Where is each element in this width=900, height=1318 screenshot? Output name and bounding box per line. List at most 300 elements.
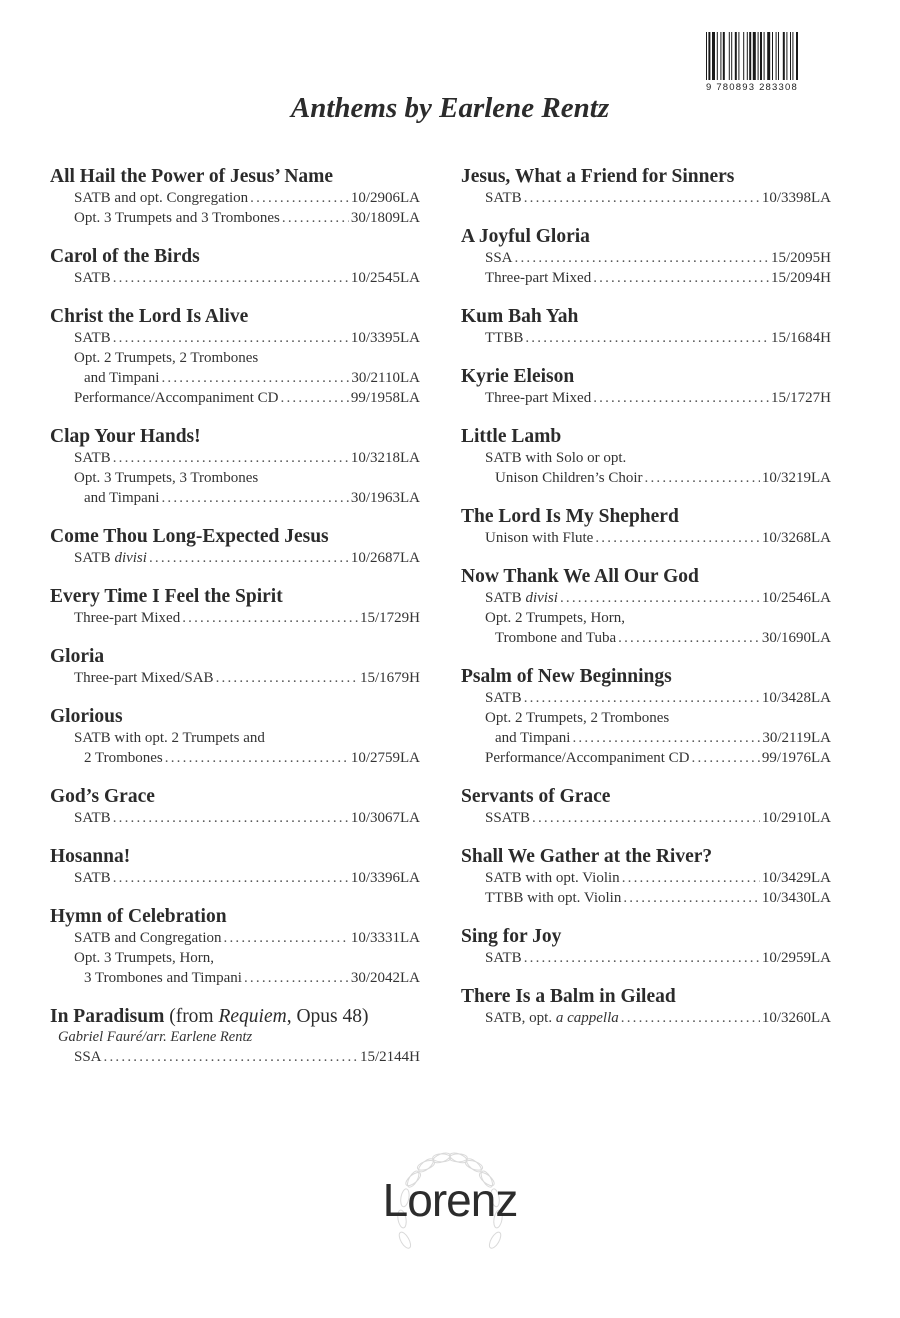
arranger-credit: Gabriel Fauré/arr. Earlene Rentz bbox=[58, 1029, 253, 1045]
voicing-text: SATB and Congregation bbox=[74, 930, 222, 946]
anthem-item bbox=[50, 846, 420, 888]
voicing-entry bbox=[50, 808, 420, 828]
entry-line bbox=[485, 868, 831, 888]
product-code: 10/2687LA bbox=[350, 550, 420, 566]
leader-dots bbox=[524, 688, 760, 708]
entry-line bbox=[74, 548, 420, 568]
entry-line bbox=[485, 888, 831, 908]
voicing-label bbox=[485, 868, 620, 888]
product-code: 10/3268LA bbox=[761, 530, 831, 546]
barcode-bar bbox=[743, 32, 744, 80]
anthem-title-text: Hymn of Celebration bbox=[50, 906, 227, 927]
product-code: 15/2095H bbox=[771, 250, 831, 266]
voicing-label bbox=[485, 268, 591, 288]
anthem-title bbox=[50, 586, 420, 608]
voicing-entry bbox=[461, 808, 831, 828]
anthem-title bbox=[461, 426, 831, 448]
voicing-text: SSATB bbox=[485, 810, 531, 826]
leader-dots bbox=[572, 728, 760, 748]
leader-dots bbox=[113, 868, 349, 888]
voicing-entry bbox=[461, 868, 831, 888]
leader-dots bbox=[104, 1047, 358, 1067]
anthem-title bbox=[50, 906, 420, 928]
entry-line bbox=[74, 748, 420, 768]
barcode-bar bbox=[735, 32, 737, 80]
product-code: 10/2959LA bbox=[761, 950, 831, 966]
entry-line bbox=[485, 1008, 831, 1028]
voicing-label bbox=[74, 188, 248, 208]
voicing-text: 3 Trombones and Timpani bbox=[84, 970, 242, 986]
anthem-title bbox=[461, 786, 831, 808]
voicing-label bbox=[74, 808, 111, 828]
product-code: 10/2759LA bbox=[350, 750, 420, 766]
voicing-entry bbox=[50, 268, 420, 288]
voicing-text: SATB bbox=[485, 690, 522, 706]
entry-line bbox=[74, 928, 420, 948]
voicing-label bbox=[485, 628, 616, 648]
anthem-title bbox=[50, 426, 420, 448]
anthem-item bbox=[461, 166, 831, 208]
voicing-entry bbox=[461, 688, 831, 708]
anthem-title-text: Servants of Grace bbox=[461, 786, 611, 807]
entry-line bbox=[74, 728, 420, 748]
barcode-bar bbox=[796, 32, 798, 80]
voicing-entry bbox=[461, 388, 831, 408]
barcode-bar bbox=[731, 32, 732, 80]
entry-line bbox=[74, 448, 420, 468]
barcode-bar bbox=[723, 32, 725, 80]
voicing-text: SATB bbox=[485, 190, 522, 206]
barcode-number: 9 780893 283308 bbox=[706, 82, 798, 93]
voicing-text: TTBB bbox=[485, 330, 524, 346]
voicing-label bbox=[74, 968, 242, 988]
anthem-title bbox=[461, 986, 831, 1008]
product-code: 10/2910LA bbox=[761, 810, 831, 826]
anthem-title-text: Clap Your Hands! bbox=[50, 426, 201, 447]
voicing-text: SATB bbox=[485, 950, 522, 966]
voicing-entry bbox=[50, 328, 420, 348]
voicing-text: SSA bbox=[485, 250, 513, 266]
voicing-entry bbox=[461, 588, 831, 608]
voicing-entry bbox=[461, 448, 831, 488]
barcode-bar bbox=[749, 32, 751, 80]
barcode-bar bbox=[758, 32, 759, 80]
product-code: 10/3260LA bbox=[761, 1010, 831, 1026]
voicing-entry bbox=[50, 188, 420, 208]
voicing-text: SATB bbox=[74, 330, 111, 346]
entry-line bbox=[485, 248, 831, 268]
voicing-text: Opt. 2 Trumpets, 2 Trombones bbox=[74, 350, 259, 366]
anthem-item bbox=[50, 426, 420, 508]
voicing-text: and Timpani bbox=[495, 730, 571, 746]
voicing-label bbox=[485, 808, 530, 828]
voicing-label bbox=[74, 928, 222, 948]
laurel-leaf bbox=[449, 1154, 467, 1162]
voicing-label bbox=[485, 468, 643, 488]
anthem-item bbox=[461, 506, 831, 548]
voicing-text: Opt. 3 Trumpets and 3 Trombones bbox=[74, 210, 280, 226]
voicing-text: SATB and opt. Congregation bbox=[74, 190, 249, 206]
entry-line bbox=[74, 208, 420, 228]
anthem-title bbox=[50, 1006, 420, 1028]
anthem-list-right bbox=[461, 166, 831, 1046]
product-code: 10/3396LA bbox=[350, 870, 420, 886]
title-note-before: (from bbox=[169, 1006, 219, 1027]
voicing-text: SATB with opt. Violin bbox=[485, 870, 620, 886]
leader-dots bbox=[524, 948, 760, 968]
voicing-text: and Timpani bbox=[84, 370, 160, 386]
anthem-item bbox=[50, 906, 420, 988]
voicing-entry bbox=[50, 548, 420, 568]
barcode-bars bbox=[706, 32, 832, 80]
anthem-item bbox=[461, 306, 831, 348]
anthem-title bbox=[461, 846, 831, 868]
leader-dots bbox=[113, 808, 349, 828]
leader-dots bbox=[621, 1008, 760, 1028]
voicing-text: and Timpani bbox=[84, 490, 160, 506]
product-code: 10/3219LA bbox=[761, 470, 831, 486]
barcode-bar bbox=[764, 32, 765, 80]
voicing-text: Opt. 3 Trumpets, 3 Trombones bbox=[74, 470, 259, 486]
product-code: 15/1727H bbox=[771, 390, 831, 406]
entry-line bbox=[74, 368, 420, 388]
barcode-bar bbox=[717, 32, 718, 80]
voicing-entry bbox=[50, 868, 420, 888]
page-title: Anthems by Earlene Rentz bbox=[290, 92, 610, 124]
voicing-label bbox=[485, 248, 513, 268]
entry-line bbox=[74, 348, 420, 368]
entry-line bbox=[74, 488, 420, 508]
anthem-title bbox=[461, 566, 831, 588]
anthem-title-text: Shall We Gather at the River? bbox=[461, 846, 713, 867]
anthem-title bbox=[50, 706, 420, 728]
voicing-label bbox=[74, 328, 111, 348]
leader-dots bbox=[281, 388, 349, 408]
logo-text: Lorenz bbox=[382, 1174, 518, 1226]
anthem-item bbox=[461, 666, 831, 768]
entry-line bbox=[485, 328, 831, 348]
leader-dots bbox=[593, 388, 769, 408]
anthem-title-text: Carol of the Birds bbox=[50, 246, 200, 267]
product-code: 15/1729H bbox=[360, 610, 420, 626]
voicing-label bbox=[74, 728, 265, 748]
barcode-bar bbox=[783, 32, 785, 80]
anthem-title-text: Kum Bah Yah bbox=[461, 306, 579, 327]
anthem-title bbox=[50, 526, 420, 548]
leader-dots bbox=[149, 548, 349, 568]
voicing-entry bbox=[50, 928, 420, 948]
voicing-entry bbox=[50, 608, 420, 628]
voicing-text: TTBB with opt. Violin bbox=[485, 890, 622, 906]
voicing-entry bbox=[461, 248, 831, 268]
anthem-title-text: The Lord Is My Shepherd bbox=[461, 506, 679, 527]
anthem-title bbox=[50, 306, 420, 328]
voicing-label bbox=[74, 868, 111, 888]
product-code: 10/3428LA bbox=[761, 690, 831, 706]
voicing-entry bbox=[50, 448, 420, 468]
product-code: 10/3331LA bbox=[350, 930, 420, 946]
anthem-item bbox=[50, 246, 420, 288]
voicing-entry bbox=[50, 1047, 420, 1067]
publisher-logo bbox=[360, 1135, 540, 1295]
barcode-bar bbox=[712, 32, 715, 80]
voicing-label bbox=[74, 1047, 102, 1067]
anthem-item bbox=[50, 1006, 420, 1067]
voicing-entry bbox=[461, 608, 831, 648]
anthem-title bbox=[50, 786, 420, 808]
leader-dots bbox=[244, 968, 349, 988]
voicing-entry bbox=[461, 328, 831, 348]
anthem-title bbox=[50, 166, 420, 188]
voicing-entry bbox=[50, 348, 420, 388]
voicing-label bbox=[485, 748, 690, 768]
voicing-entry bbox=[50, 728, 420, 768]
voicing-label bbox=[485, 528, 593, 548]
product-code: 10/3395LA bbox=[350, 330, 420, 346]
barcode-bar bbox=[729, 32, 730, 80]
voicing-text: SATB bbox=[485, 590, 522, 606]
voicing-label bbox=[485, 948, 522, 968]
anthem-title bbox=[461, 506, 831, 528]
voicing-text: Opt. 3 Trumpets, Horn, bbox=[74, 950, 215, 966]
voicing-label bbox=[74, 948, 214, 968]
barcode-bar bbox=[760, 32, 762, 80]
barcode-bar bbox=[776, 32, 777, 80]
voicing-label bbox=[485, 448, 626, 468]
entry-line bbox=[485, 808, 831, 828]
voicing-label bbox=[485, 188, 522, 208]
voicing-entry bbox=[461, 748, 831, 768]
voicing-entry bbox=[50, 668, 420, 688]
entry-line bbox=[485, 708, 831, 728]
voicing-entry bbox=[461, 528, 831, 548]
voicing-text: SATB with opt. 2 Trumpets and bbox=[74, 730, 265, 746]
anthem-item bbox=[50, 646, 420, 688]
leader-dots bbox=[593, 268, 769, 288]
voicing-text: SSA bbox=[74, 1049, 102, 1065]
voicing-label bbox=[74, 348, 258, 368]
entry-line bbox=[74, 328, 420, 348]
product-code: 30/2110LA bbox=[351, 370, 420, 386]
barcode-bar bbox=[753, 32, 756, 80]
anthem-title-text: In Paradisum bbox=[50, 1006, 165, 1027]
voicing-italic: divisi bbox=[114, 550, 147, 566]
entry-line bbox=[485, 268, 831, 288]
leader-dots bbox=[524, 188, 760, 208]
leader-dots bbox=[515, 248, 769, 268]
barcode-bar bbox=[778, 32, 779, 80]
voicing-label bbox=[74, 208, 280, 228]
anthem-item bbox=[461, 786, 831, 828]
voicing-text: Opt. 2 Trumpets, 2 Trombones bbox=[485, 710, 670, 726]
product-code: 99/1958LA bbox=[350, 390, 420, 406]
product-code: 10/3429LA bbox=[761, 870, 831, 886]
anthem-item bbox=[461, 926, 831, 968]
leader-dots bbox=[165, 748, 349, 768]
anthem-item bbox=[50, 306, 420, 408]
voicing-text: SATB, opt. bbox=[485, 1010, 553, 1026]
leader-dots bbox=[113, 268, 349, 288]
voicing-label bbox=[485, 588, 558, 608]
voicing-entry bbox=[50, 208, 420, 228]
anthem-title-text: Hosanna! bbox=[50, 846, 131, 867]
leader-dots bbox=[216, 668, 358, 688]
anthem-title bbox=[50, 646, 420, 668]
product-code: 10/3067LA bbox=[350, 810, 420, 826]
leader-dots bbox=[622, 868, 760, 888]
voicing-label bbox=[485, 728, 570, 748]
anthem-title-text: Psalm of New Beginnings bbox=[461, 666, 672, 687]
leader-dots bbox=[224, 928, 349, 948]
voicing-text: SATB bbox=[74, 270, 111, 286]
voicing-label bbox=[74, 388, 279, 408]
anthem-item bbox=[50, 706, 420, 768]
anthem-title bbox=[461, 926, 831, 948]
entry-line bbox=[74, 948, 420, 968]
voicing-label bbox=[74, 608, 180, 628]
anthem-title-text: Come Thou Long-Expected Jesus bbox=[50, 526, 329, 547]
anthem-item bbox=[461, 226, 831, 288]
barcode-bar bbox=[706, 32, 707, 80]
voicing-label bbox=[485, 328, 523, 348]
anthem-title bbox=[461, 166, 831, 188]
leader-dots bbox=[532, 808, 760, 828]
product-code: 30/1809LA bbox=[350, 210, 420, 226]
voicing-entry bbox=[50, 388, 420, 408]
voicing-text: Trombone and Tuba bbox=[495, 630, 617, 646]
anthem-item bbox=[50, 526, 420, 568]
product-code: 15/1679H bbox=[360, 670, 420, 686]
anthem-title bbox=[461, 306, 831, 328]
leader-dots bbox=[595, 528, 759, 548]
voicing-italic: a cappella bbox=[555, 1010, 619, 1026]
voicing-label bbox=[74, 368, 159, 388]
barcode-bar bbox=[767, 32, 770, 80]
voicing-entry bbox=[461, 1008, 831, 1028]
anthem-list-left bbox=[50, 166, 420, 1085]
laurel-leaf bbox=[432, 1151, 452, 1165]
barcode-bar bbox=[792, 32, 793, 80]
anthem-title bbox=[50, 846, 420, 868]
entry-line bbox=[74, 1047, 420, 1067]
leader-dots bbox=[645, 468, 760, 488]
voicing-text: Unison Children’s Choir bbox=[495, 470, 643, 486]
voicing-label bbox=[74, 748, 163, 768]
voicing-label bbox=[485, 608, 625, 628]
voicing-label bbox=[485, 888, 621, 908]
anthem-title bbox=[461, 366, 831, 388]
anthem-title-text: God’s Grace bbox=[50, 786, 155, 807]
voicing-text: Three-part Mixed/SAB bbox=[74, 670, 214, 686]
barcode-bar bbox=[708, 32, 710, 80]
entry-line bbox=[74, 388, 420, 408]
voicing-entry bbox=[461, 268, 831, 288]
laurel-leaf bbox=[417, 1156, 436, 1174]
voicing-text: SATB bbox=[74, 870, 111, 886]
voicing-label bbox=[74, 448, 111, 468]
voicing-label bbox=[74, 668, 214, 688]
voicing-text: Performance/Accompaniment CD bbox=[74, 390, 279, 406]
voicing-label bbox=[74, 468, 258, 488]
anthem-title-text: Glorious bbox=[50, 706, 123, 727]
entry-line bbox=[74, 268, 420, 288]
product-code: 15/2144H bbox=[360, 1049, 420, 1065]
leader-dots bbox=[560, 588, 760, 608]
anthem-item bbox=[461, 986, 831, 1028]
anthem-item bbox=[461, 566, 831, 648]
anthem-title-text: Every Time I Feel the Spirit bbox=[50, 586, 283, 607]
anthem-title-text: There Is a Balm in Gilead bbox=[461, 986, 676, 1007]
entry-line bbox=[485, 948, 831, 968]
leader-dots bbox=[623, 888, 759, 908]
entry-line bbox=[74, 608, 420, 628]
anthem-title-text: Kyrie Eleison bbox=[461, 366, 575, 387]
anthem-item bbox=[461, 366, 831, 408]
voicing-text: SATB bbox=[74, 450, 111, 466]
leader-dots bbox=[618, 628, 760, 648]
leader-dots bbox=[182, 608, 358, 628]
laurel-leaf bbox=[487, 1230, 503, 1250]
barcode bbox=[706, 32, 836, 94]
voicing-text: SATB bbox=[74, 550, 111, 566]
leader-dots bbox=[161, 488, 348, 508]
barcode-bar bbox=[738, 32, 739, 80]
anthem-title-text: Sing for Joy bbox=[461, 926, 562, 947]
voicing-label bbox=[74, 488, 159, 508]
voicing-text: Opt. 2 Trumpets, Horn, bbox=[485, 610, 626, 626]
entry-line bbox=[485, 388, 831, 408]
entry-line bbox=[485, 748, 831, 768]
product-code: 10/2545LA bbox=[350, 270, 420, 286]
voicing-italic: divisi bbox=[525, 590, 558, 606]
laurel-leaf bbox=[433, 1154, 451, 1162]
entry-line bbox=[74, 868, 420, 888]
entry-line bbox=[485, 188, 831, 208]
leader-dots bbox=[161, 368, 349, 388]
leader-dots bbox=[113, 328, 349, 348]
laurel-leaf bbox=[397, 1230, 413, 1250]
entry-line bbox=[485, 448, 831, 468]
product-code: 99/1976LA bbox=[761, 750, 831, 766]
product-code: 30/2042LA bbox=[350, 970, 420, 986]
voicing-text: SATB bbox=[74, 810, 111, 826]
anthem-title-text: Now Thank We All Our God bbox=[461, 566, 699, 587]
anthem-item bbox=[50, 166, 420, 228]
product-code: 30/1690LA bbox=[761, 630, 831, 646]
entry-line bbox=[485, 688, 831, 708]
voicing-text: Three-part Mixed bbox=[485, 270, 592, 286]
voicing-text: 2 Trombones bbox=[84, 750, 163, 766]
anthem-item bbox=[461, 846, 831, 908]
voicing-label bbox=[74, 548, 147, 568]
barcode-bar bbox=[790, 32, 791, 80]
voicing-text: Three-part Mixed bbox=[485, 390, 592, 406]
voicing-label bbox=[485, 688, 522, 708]
barcode-bar bbox=[720, 32, 721, 80]
voicing-label bbox=[485, 1008, 619, 1028]
barcode-bar bbox=[786, 32, 787, 80]
anthem-title-text: Little Lamb bbox=[461, 426, 562, 447]
product-code: 15/2094H bbox=[771, 270, 831, 286]
voicing-text: SATB with Solo or opt. bbox=[485, 450, 627, 466]
product-code: 15/1684H bbox=[771, 330, 831, 346]
entry-line bbox=[485, 628, 831, 648]
anthem-item bbox=[461, 426, 831, 488]
product-code: 10/3218LA bbox=[350, 450, 420, 466]
anthem-item bbox=[50, 786, 420, 828]
entry-line bbox=[485, 528, 831, 548]
voicing-entry bbox=[50, 948, 420, 988]
